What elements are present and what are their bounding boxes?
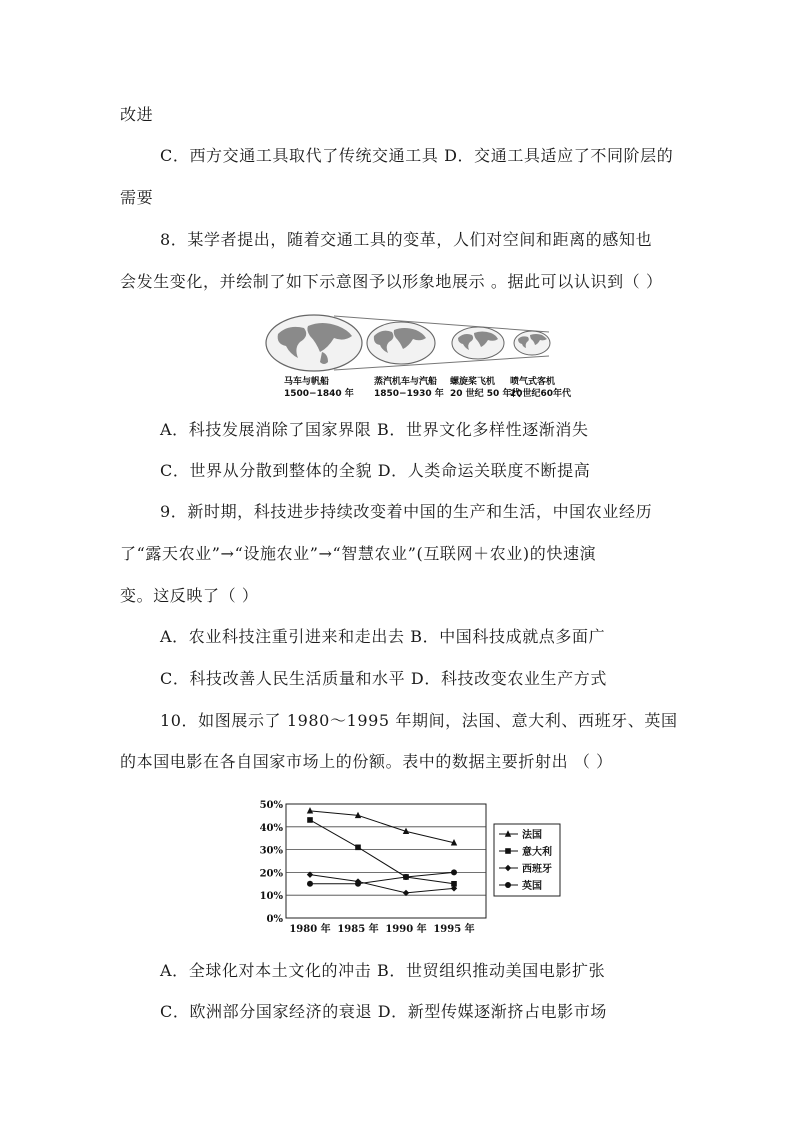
question-8-option-cd: C．世界从分散到整体的全貌 D．人类命运关联度不断提高 [160,461,591,480]
globe-caption-4-name: 喷气式客机 [510,377,556,387]
question-8-stem-cont: 会发生变化，并绘制了如下示意图予以形象地展示 。据此可以认识到（ ） [120,272,663,291]
question-9-option-ab: A．农业科技注重引进来和走出去 B．中国科技成就点多面广 [160,627,606,646]
globe-caption-1 [284,376,354,400]
question-10-option-cd: C．欧洲部分国家经济的衰退 D．新型传媒逐渐挤占电影市场 [160,1002,607,1021]
series-point-1 [307,817,313,823]
series-point-3 [403,874,409,880]
question-9-stem-cont: 了“露天农业”→“设施农业”→“智慧农业”(互联网＋农业)的快速演 [120,544,597,563]
legend-label: 英国 [522,881,542,892]
x-tick-label: 1990 年 [385,924,427,935]
y-tick-label: 50% [259,800,283,811]
y-tick-label: 40% [259,822,283,834]
question-9-stem-end: 变。这反映了（ ） [120,586,259,605]
globe-caption-4 [510,376,571,400]
plot-frame [286,804,486,918]
text-line-2: C．西方交通工具取代了传统交通工具 D．交通工具适应了不同阶层的 [160,146,674,165]
y-tick-label: 30% [259,845,283,857]
question-8-stem: 8．某学者提出，随着交通工具的变革，人们对空间和距离的感知也 [160,230,653,249]
question-9-option-cd: C．科技改善人民生活质量和水平 D．科技改变农业生产方式 [160,669,607,688]
globe-caption-2-name: 蒸汽机车与汽船 [374,377,438,387]
globe-caption-2 [374,376,444,400]
question-10-option-ab: A．全球化对本土文化的冲击 B．世贸组织推动美国电影扩张 [160,961,606,980]
globe-caption-3-name: 螺旋桨飞机 [450,377,496,387]
question-9-stem: 9．新时期，科技进步持续改变着中国的生产和生活，中国农业经历 [160,502,653,521]
globe-caption-1-name: 马车与帆船 [284,377,330,387]
x-tick-label: 1995 年 [433,924,475,935]
legend-marker [505,848,511,854]
text-line-3: 需要 [120,188,154,207]
globe-caption-2-period: 1850−1930 年 [374,389,444,399]
legend-label: 西班牙 [522,864,552,875]
globe-figure [264,312,572,412]
y-tick-label: 0% [266,914,283,925]
series-point-3 [307,881,313,887]
question-10-stem: 10．如图展示了 1980～1995 年期间，法国、意大利、西班牙、英国 [160,711,678,730]
globe-caption-4-period: 20世纪60年代 [510,389,572,399]
question-10-stem-cont: 的本国电影在各自国家市场上的份额。表中的数据主要折射出 （ ） [120,752,613,771]
series-point-3 [451,869,457,875]
series-point-3 [355,881,361,887]
market-share-chart [250,792,570,942]
legend-label: 法国 [522,830,542,841]
text-line-1: 改进 [120,105,154,124]
legend-marker [505,882,511,888]
series-point-1 [355,845,361,851]
x-tick-label: 1980 年 [289,924,331,935]
globe-caption-3-period: 20 世纪 50 年代 [450,389,521,399]
legend-label: 意大利 [522,847,552,858]
y-tick-label: 20% [259,868,283,880]
question-8-option-ab: A．科技发展消除了国家界限 B．世界文化多样性逐渐消失 [160,420,589,439]
series-point-0 [307,807,313,813]
globe-caption-1-period: 1500−1840 年 [284,389,354,399]
y-tick-label: 10% [259,891,283,903]
globe-figure-drawing [264,312,564,374]
market-share-chart-svg [250,792,570,942]
x-tick-label: 1985 年 [337,924,379,935]
